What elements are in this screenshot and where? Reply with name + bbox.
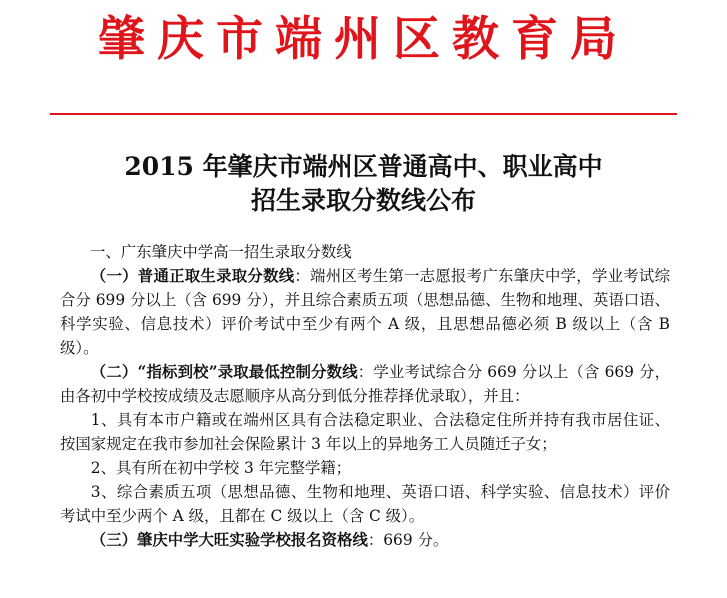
list-item-3: 3、综合素质五项（思想品德、生物和地理、英语口语、科学实验、信息技术）评价考试中至少两个 A 级，且都在 C 级以上（含 C 级）。 xyxy=(60,483,670,525)
paragraph-3-label: （三）肇庆中学大旺实验学校报名资格线 xyxy=(90,531,368,549)
document-title-line-1: 2015 年肇庆市端州区普通高中、职业高中 xyxy=(124,152,603,181)
section-heading: 一、广东肇庆中学高一招生录取分数线 xyxy=(90,243,352,261)
paragraph-1-label: （一）普通正取生录取分数线 xyxy=(90,267,295,285)
paragraph-1-text: ：端州区考生第一志愿报考广东肇庆中学，学业考试综合分 699 分以上（含 699 分），并且综合素质五项（思想品德、生物和地理、英语口语、科学实验、信息技术）评价考试中至少有两个 A 级，且思想品德必须 B 级以上（含 B 级）。 xyxy=(60,267,670,357)
paragraph-3-text: ：669 分。 xyxy=(367,531,449,549)
letterhead-title: 肇庆市端州区教育局 xyxy=(98,12,629,67)
paragraph-1 xyxy=(60,264,670,360)
red-divider-rule xyxy=(50,113,677,115)
paragraph-2 xyxy=(60,360,670,408)
list-item-1: 1、具有本市户籍或在端州区具有合法稳定职业、合法稳定住所并持有我市居住证、按国家规定在我市参加社会保险累计 3 年以上的异地务工人员随迁子女； xyxy=(60,411,670,453)
paragraph-3 xyxy=(60,528,670,552)
document-body xyxy=(60,240,670,552)
document-title-line-2: 招生录取分数线公布 xyxy=(250,186,476,215)
paragraph-2-label: （二）“指标到校”录取最低控制分数线 xyxy=(90,363,358,381)
list-item-2: 2、具有所在初中学校 3 年完整学籍； xyxy=(90,459,352,477)
paragraph-2-text: ：学业考试综合分 669 分以上（含 669 分，由各初中学校按成绩及志愿顺序从高分到低分推荐择优录取），并且： xyxy=(60,363,670,405)
